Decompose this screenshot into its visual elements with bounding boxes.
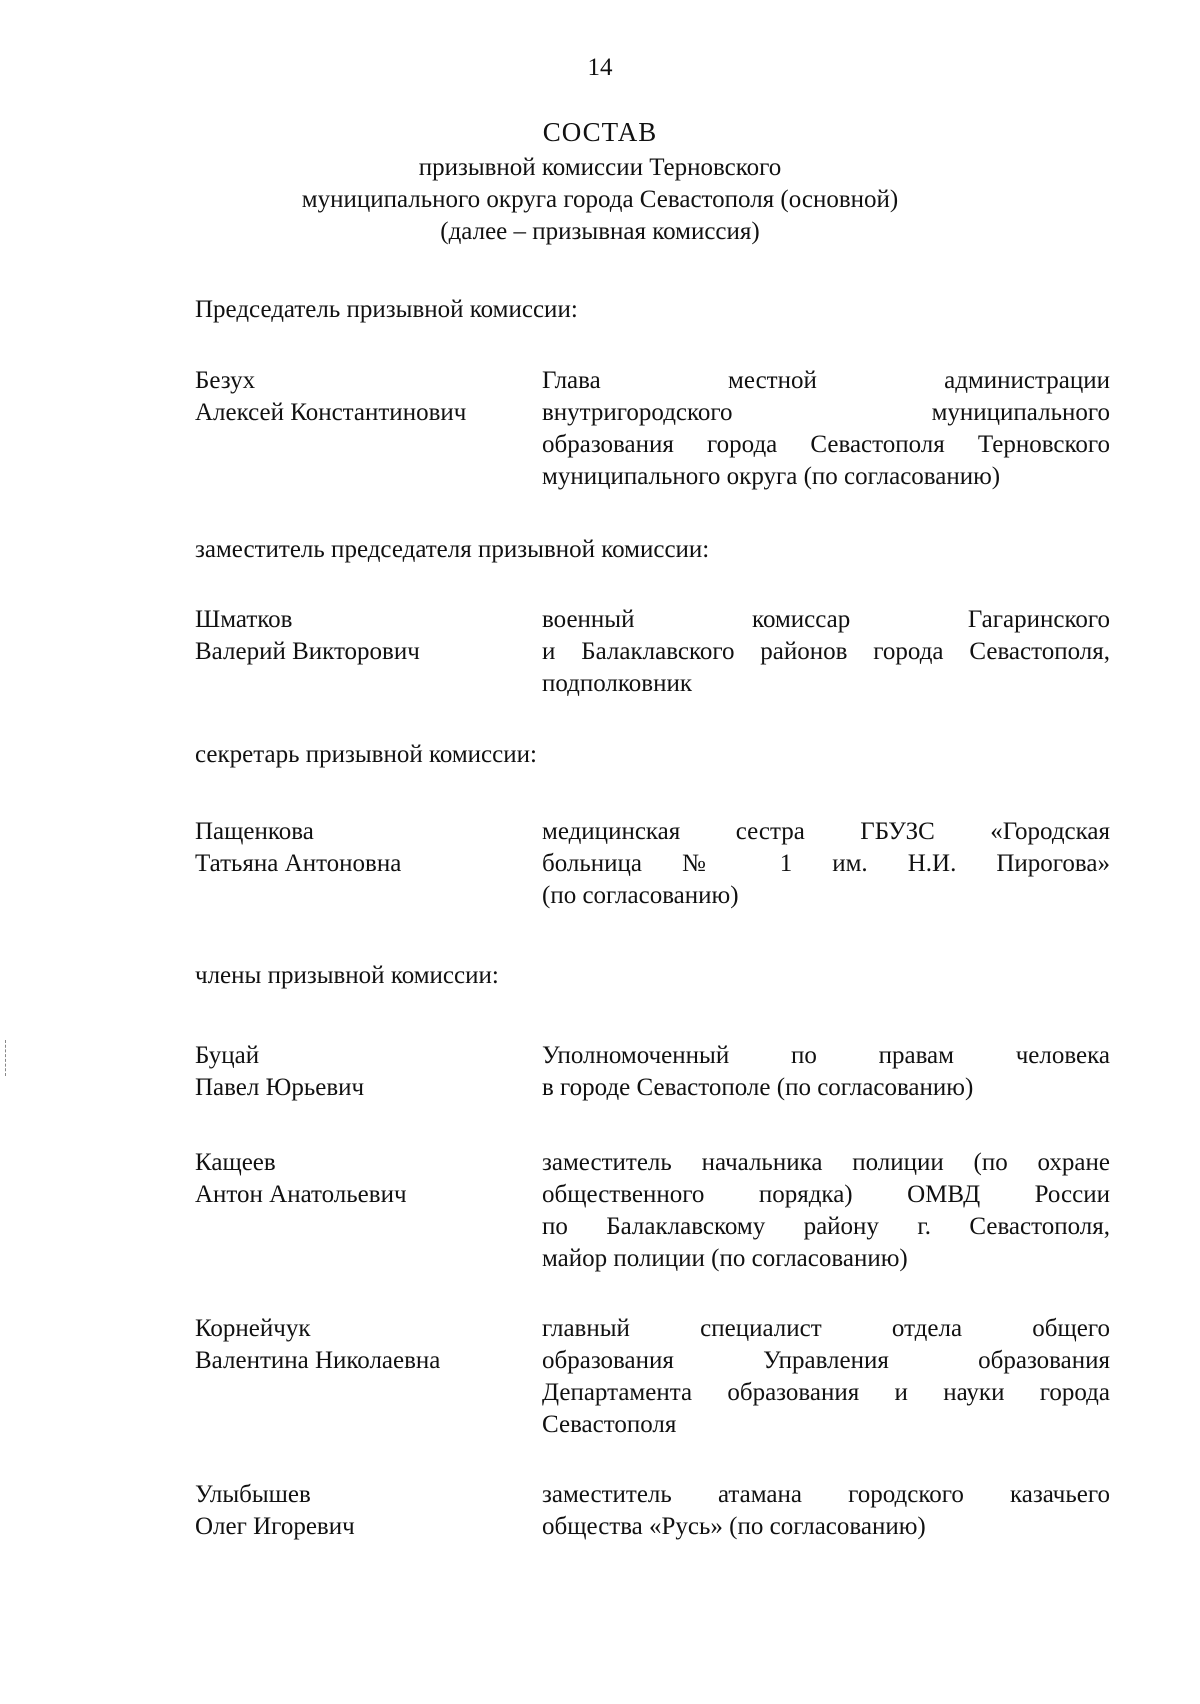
role-line: заместитель начальника полиции (по охране bbox=[542, 1149, 1110, 1176]
section-heading-chairman: Председатель призывной комиссии: bbox=[195, 296, 578, 323]
member-given-names: Павел Юрьевич bbox=[195, 1074, 365, 1101]
role-line: внутригородского муниципального bbox=[542, 399, 1110, 426]
role-line: Глава местной администрации bbox=[542, 367, 1110, 394]
member-role bbox=[542, 1147, 1110, 1275]
role-line: в городе Севастополе (по согласованию) bbox=[542, 1074, 974, 1101]
title-main: СОСТАВ bbox=[542, 117, 658, 147]
member-role bbox=[542, 365, 1110, 493]
member-surname: Улыбышев bbox=[195, 1481, 311, 1508]
role-line: образования Управления образования bbox=[542, 1347, 1110, 1374]
member-name bbox=[195, 1040, 525, 1104]
member-role bbox=[542, 604, 1110, 700]
role-line: главный специалист отдела общего bbox=[542, 1315, 1110, 1342]
scan-margin-mark bbox=[5, 1040, 7, 1076]
section-heading-deputy: заместитель председателя призывной комиссии: bbox=[195, 536, 710, 563]
role-line: по Балаклавскому району г. Севастополя, bbox=[542, 1213, 1110, 1240]
role-line: общества «Русь» (по согласованию) bbox=[542, 1513, 926, 1540]
role-line: больница № 1 им. Н.И. Пирогова» bbox=[542, 850, 1110, 877]
member-name bbox=[195, 1313, 525, 1377]
role-line: муниципального округа (по согласованию) bbox=[542, 463, 1001, 490]
member-given-names: Валентина Николаевна bbox=[195, 1347, 441, 1374]
role-line: военный комиссар Гагаринского bbox=[542, 606, 1110, 633]
role-line: общественного порядка) ОМВД России bbox=[542, 1181, 1110, 1208]
role-line: Севастополя bbox=[542, 1411, 677, 1438]
role-line: образования города Севастополя Терновского bbox=[542, 431, 1110, 458]
member-surname: Корнейчук bbox=[195, 1315, 311, 1342]
document-title bbox=[0, 112, 1200, 248]
member-role bbox=[542, 1479, 1110, 1543]
section-heading-secretary: секретарь призывной комиссии: bbox=[195, 741, 537, 768]
member-surname: Пащенкова bbox=[195, 818, 314, 845]
role-line: подполковник bbox=[542, 670, 692, 697]
page-number: 14 bbox=[587, 54, 613, 81]
member-name bbox=[195, 1147, 525, 1211]
member-given-names: Антон Анатольевич bbox=[195, 1181, 407, 1208]
role-line: медицинская сестра ГБУЗС «Городская bbox=[542, 818, 1110, 845]
role-line: заместитель атамана городского казачьего bbox=[542, 1481, 1110, 1508]
member-surname: Шматков bbox=[195, 606, 293, 633]
title-line: муниципального округа города Севастополя (основной) bbox=[301, 186, 899, 213]
section-heading-members: члены призывной комиссии: bbox=[195, 962, 499, 989]
role-line: Департамента образования и науки города bbox=[542, 1379, 1110, 1406]
role-line: (по согласованию) bbox=[542, 882, 739, 909]
member-surname: Кащеев bbox=[195, 1149, 276, 1176]
member-given-names: Татьяна Антоновна bbox=[195, 850, 402, 877]
member-surname: Безух bbox=[195, 367, 256, 394]
member-role bbox=[542, 1040, 1110, 1104]
member-given-names: Алексей Константинович bbox=[195, 399, 467, 426]
member-given-names: Олег Игоревич bbox=[195, 1513, 355, 1540]
member-role bbox=[542, 1313, 1110, 1441]
role-line: майор полиции (по согласованию) bbox=[542, 1245, 908, 1272]
member-surname: Буцай bbox=[195, 1042, 260, 1069]
role-line: Уполномоченный по правам человека bbox=[542, 1042, 1110, 1069]
member-role bbox=[542, 816, 1110, 912]
member-given-names: Валерий Викторович bbox=[195, 638, 420, 665]
role-line: и Балаклавского районов города Севастополя, bbox=[542, 638, 1110, 665]
member-name bbox=[195, 604, 525, 668]
title-line: (далее – призывная комиссия) bbox=[440, 218, 760, 245]
title-line: призывной комиссии Терновского bbox=[418, 154, 782, 181]
member-name bbox=[195, 1479, 525, 1543]
member-name bbox=[195, 816, 525, 880]
member-name bbox=[195, 365, 525, 429]
